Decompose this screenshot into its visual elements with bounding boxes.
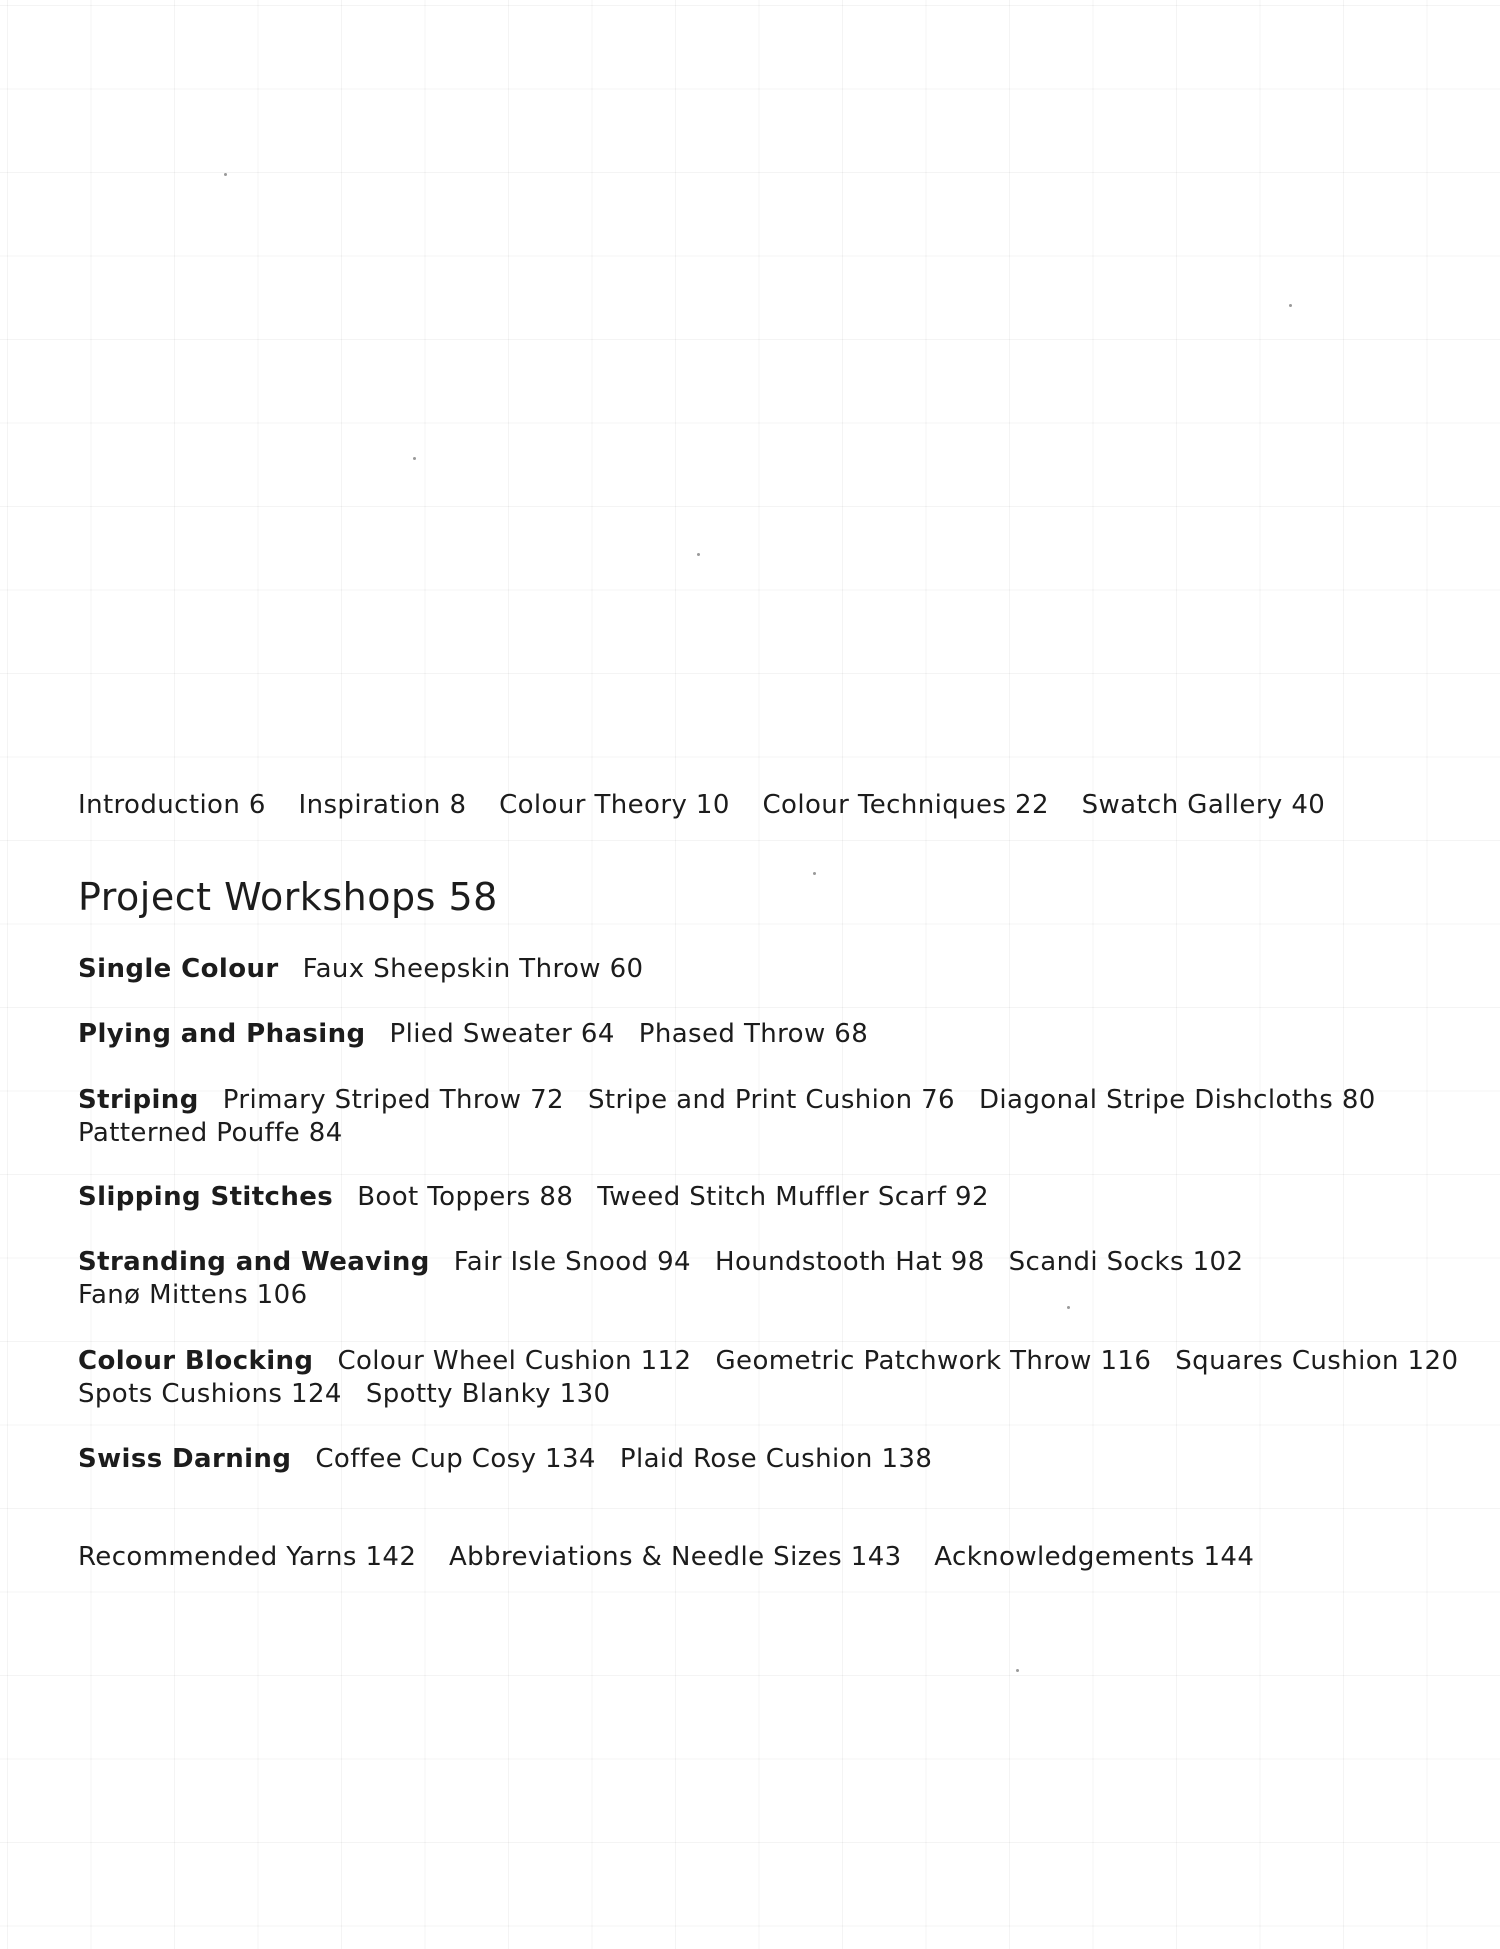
toc-group-stranding-and-weaving [78,1246,1243,1312]
group-heading: Swiss Darning [78,1444,292,1474]
group-heading: Stranding and Weaving [78,1247,430,1277]
section-title: Project Workshops 58 [78,875,498,919]
scan-speck [1067,1306,1070,1309]
group-heading: Single Colour [78,954,279,984]
toc-entry: Acknowledgements 144 [934,1542,1255,1572]
toc-entry: Phased Throw 68 [638,1019,869,1049]
scan-speck [813,872,816,875]
toc-entry: Colour Wheel Cushion 112 [337,1346,692,1376]
toc-entry: Squares Cushion 120 [1175,1346,1459,1376]
toc-entry: Patterned Pouffe 84 [78,1118,343,1148]
group-heading: Slipping Stitches [78,1182,334,1212]
toc-entry: Colour Techniques 22 [762,790,1049,820]
toc-entry: Fanø Mittens 106 [78,1280,308,1310]
toc-group-plying-and-phasing [78,1018,868,1051]
toc-entry: Tweed Stitch Muffler Scarf 92 [597,1182,989,1212]
toc-entry: Fair Isle Snood 94 [453,1247,691,1277]
scan-speck [697,553,700,556]
toc-entry: Stripe and Print Cushion 76 [587,1085,955,1115]
group-heading: Colour Blocking [78,1346,314,1376]
group-heading: Striping [78,1085,199,1115]
toc-group-swiss-darning [78,1443,932,1476]
toc-entry: Introduction 6 [78,790,266,820]
toc-group-slipping-stitches [78,1181,989,1214]
toc-entry: Spots Cushions 124 [78,1379,342,1409]
toc-entry: Inspiration 8 [298,790,467,820]
toc-group-striping [78,1084,1376,1150]
scan-speck [413,457,416,460]
toc-entry: Coffee Cup Cosy 134 [315,1444,596,1474]
toc-entry: Geometric Patchwork Throw 116 [715,1346,1152,1376]
contents-page [78,0,1478,1949]
scan-speck [1016,1669,1019,1672]
scan-speck [224,173,227,176]
scan-speck [1289,304,1292,307]
toc-entry: Plied Sweater 64 [389,1019,615,1049]
toc-entry: Abbreviations & Needle Sizes 143 [448,1542,902,1572]
toc-entry: Houndstooth Hat 98 [715,1247,985,1277]
toc-group-single-colour [78,953,644,986]
toc-entry: Scandi Socks 102 [1008,1247,1244,1277]
toc-entry: Spotty Blanky 130 [365,1379,611,1409]
toc-entry: Swatch Gallery 40 [1081,790,1326,820]
toc-entry: Diagonal Stripe Dishcloths 80 [979,1085,1376,1115]
back-matter-row [78,1541,1254,1574]
toc-entry: Colour Theory 10 [499,790,730,820]
toc-group-colour-blocking [78,1345,1458,1411]
toc-entry: Primary Striped Throw 72 [222,1085,564,1115]
toc-entry: Recommended Yarns 142 [78,1542,417,1572]
toc-entry: Plaid Rose Cushion 138 [619,1444,933,1474]
group-heading: Plying and Phasing [78,1019,366,1049]
front-matter-row [78,789,1325,822]
toc-entry: Boot Toppers 88 [357,1182,574,1212]
toc-entry: Faux Sheepskin Throw 60 [302,954,644,984]
